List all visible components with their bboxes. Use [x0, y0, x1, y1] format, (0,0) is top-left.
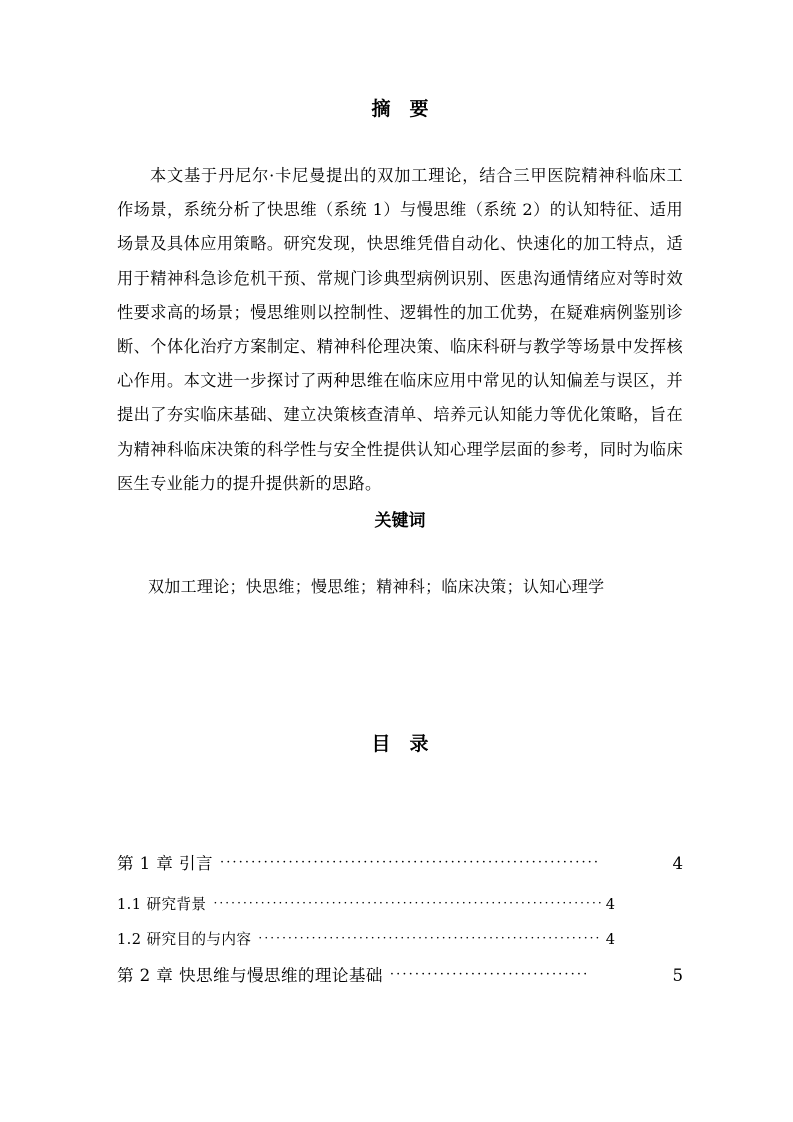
abstract-heading	[117, 96, 683, 122]
abstract-body-text: 本文基于丹尼尔·卡尼曼提出的双加工理论，结合三甲医院精神科临床工作场景，系统分析了快思维（系统 1）与慢思维（系统 2）的认知特征、适用场景及具体应用策略。研究发现，快思维凭借自动化、快速化的加工特点，适用于精神科急诊危机干预、常规门诊典型病例识别、医患沟通情绪应对等时效性要求高的场景；慢思维则以控制性、逻辑性的加工优势，在疑难病例鉴别诊断、个体化治疗方案制定、精神科伦理决策、临床科研与教学等场景中发挥核心作用。本文进一步探讨了两种思维在临床应用中常见的认知偏差与误区，并提出了夯实临床基础、建立决策核查清单、培养元认知能力等优化策略，旨在为精神科临床决策的科学性与安全性提供认知心理学层面的参考，同时为临床医生专业能力的提升提供新的思路。	[117, 166, 683, 493]
toc-leader-dots: ··························································	[258, 931, 602, 945]
abstract-heading-char-2: 要	[409, 98, 429, 120]
toc-entry-chapter-2[interactable]	[117, 965, 683, 989]
toc-entry-label: 1.1 研究背景	[117, 896, 207, 913]
toc-leader-dots: ································	[389, 967, 590, 982]
toc-list	[117, 853, 683, 989]
toc-heading	[117, 731, 683, 757]
toc-entry-label: 1.2 研究目的与内容	[117, 931, 252, 948]
keywords-list-text: 双加工理论；快思维；慢思维；精神科；临床决策；认知心理学	[148, 577, 605, 596]
abstract-section	[117, 96, 683, 501]
toc-leader-dots: ··································································	[213, 896, 604, 910]
table-of-contents-section	[117, 731, 683, 1007]
toc-page-number: 4	[672, 854, 683, 873]
toc-entry-section-1-2[interactable]	[117, 930, 615, 950]
toc-entry-chapter-1[interactable]	[117, 853, 683, 877]
toc-page-number: 4	[605, 896, 615, 913]
abstract-heading-char-1: 摘	[371, 98, 391, 120]
toc-leader-dots: ·····························································	[219, 855, 601, 870]
keywords-heading: 关键词	[374, 511, 426, 531]
toc-page-number: 5	[672, 966, 683, 985]
toc-entry-label: 第 1 章 引言	[117, 854, 213, 873]
toc-entry-section-1-1[interactable]	[117, 895, 615, 915]
toc-entry-label: 第 2 章 快思维与慢思维的理论基础	[117, 966, 383, 985]
toc-heading-char-1: 目	[371, 733, 391, 755]
toc-heading-char-2: 录	[409, 733, 429, 755]
keywords-section	[117, 509, 683, 600]
toc-page-number: 4	[605, 931, 615, 948]
